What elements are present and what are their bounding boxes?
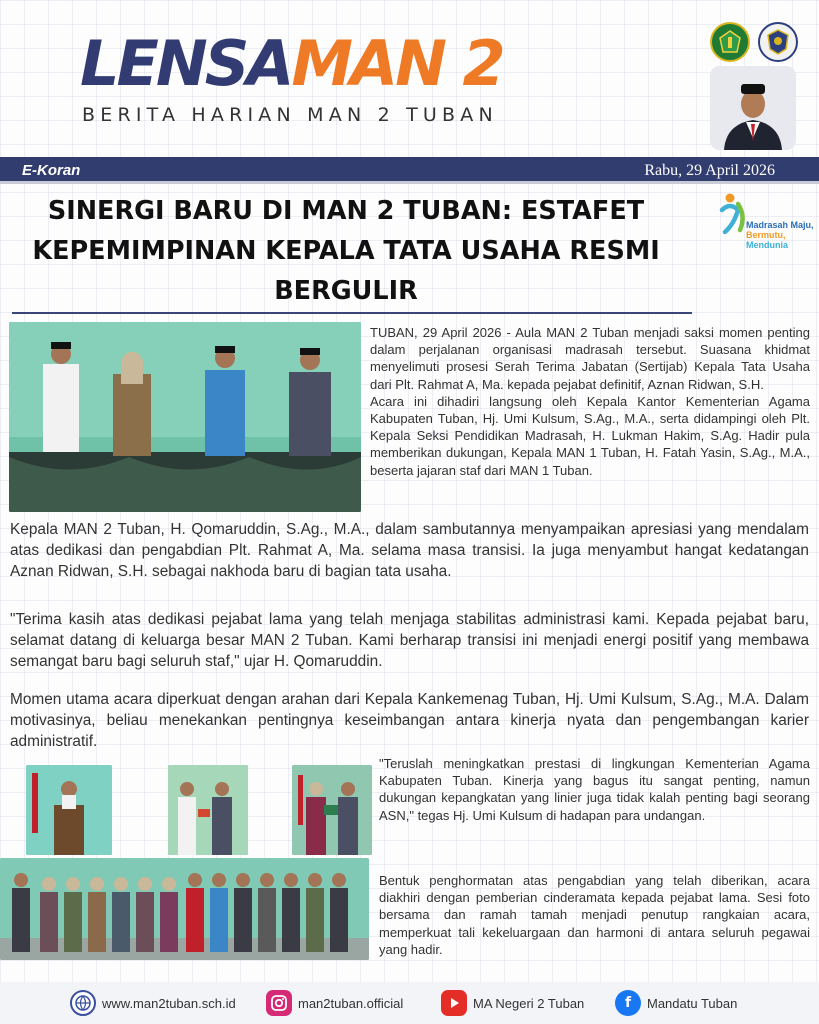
facebook-text: Mandatu Tuban [647, 995, 738, 1011]
youtube-icon [441, 990, 467, 1016]
edition-label: E-Koran [22, 162, 81, 179]
publication-date: Rabu, 29 April 2026 [644, 162, 775, 179]
kemenag-emblem-icon [710, 22, 750, 62]
main-event-photo [9, 322, 361, 512]
handover-photo [168, 765, 248, 855]
madrasah-motto: Madrasah Maju, Bermutu, Mendunia [746, 220, 814, 250]
attendees-paragraph: Acara ini dihadiri langsung oleh Kepala Kantor Kementerian Agama Kabupaten Tuban, Hj. Umi Kulsum, S.Ag., M.A., serta didampingi oleh Plt. Kepala Seksi Pendidikan Madrasah, H. Lukman Hakim, S.Ag. Hadir pula memberikan dukungan, Kepala MAN 1 Tuban, H. Fatah Yasin, S.Ag., M.A., beserta jajaran staf dari MAN 1 Tuban. [370, 393, 810, 478]
youtube-text: MA Negeri 2 Tuban [473, 995, 585, 1011]
youtube-link[interactable] [441, 990, 584, 1016]
facebook-link[interactable] [615, 990, 737, 1016]
tuban-emblem-icon [758, 22, 798, 62]
headmaster-portrait [710, 66, 796, 150]
website-link[interactable] [70, 990, 236, 1016]
headmaster-quote-paragraph: "Terima kasih atas dedikasi pejabat lama yang telah menjaga stabilitas administrasi kami. Kepada pejabat baru, selamat datang di keluarga besar MAN 2 Tuban. Kami berharap transisi ini menjadi energi positif yang membawa semangat baru bagi seluruh staf," ujar H. Qomaruddin. [10, 611, 809, 670]
website-text: www.man2tuban.sch.id [102, 995, 236, 1011]
kankemenag-quote-paragraph: "Teruslah meningkatkan prestasi di lingkungan Kementerian Agama Kabupaten Tuban. Kinerja yang bagus itu sangat penting, namun dukungan kepangkatan yang linier juga tidak kalah penting bagi seorang ASN," tegas Hj. Umi Kulsum di hadapan para undangan. [379, 756, 810, 823]
lensaman2-logo: LENSAMAN 2 [80, 27, 503, 100]
closing-paragraph: Bentuk penghormatan atas pengabdian yang telah diberikan, acara diakhiri dengan pemberian cinderamata kepada pejabat lama. Sesi foto bersama dan ramah tamah menjadi penutup rangkaian acara, memperkuat tali kekeluargaan dan harmoni di antara seluruh pegawai yang hadir. [379, 873, 810, 957]
instagram-text: man2tuban.official [298, 995, 404, 1011]
globe-icon [70, 990, 96, 1016]
group-photo [0, 858, 369, 960]
speech-photo [26, 765, 112, 855]
headline: SINERGI BARU DI MAN 2 TUBAN: ESTAFET KEPEMIMPINAN KEPALA TATA USAHA RESMI BERGULIR [32, 196, 660, 306]
headline-divider [12, 312, 692, 314]
masthead-tagline: BERITA HARIAN MAN 2 TUBAN [82, 104, 498, 126]
instagram-icon [266, 990, 292, 1016]
lead-paragraph: TUBAN, 29 April 2026 - Aula MAN 2 Tuban menjadi saksi momen penting dalam perjalanan organisasi madrasah tersebut. Suasana khidmat menyelimuti prosesi Serah Terima Jabatan (Sertijab) Kepala Tata Usaha dari Plt. Rahmat A, Ma. kepada pejabat definitif, Aznan Ridwan, S.H. [370, 325, 810, 392]
kankemenag-remarks-paragraph: Momen utama acara diperkuat dengan arahan dari Kepala Kankemenag Tuban, Hj. Umi Kulsum, S.Ag., M.A. Dalam motivasinya, beliau menekankan pentingnya keseimbangan antara kinerja nyata dan pengembangan karier administratif. [10, 691, 809, 750]
article-lead [370, 324, 810, 479]
souvenir-photo [292, 765, 372, 855]
instagram-link[interactable] [266, 990, 403, 1016]
facebook-icon: f [615, 990, 641, 1016]
headmaster-remarks-paragraph: Kepala MAN 2 Tuban, H. Qomaruddin, S.Ag., M.A., dalam sambutannya menyampaikan apresiasi yang mendalam atas dedikasi dan pengabdian Plt. Rahmat A, Ma. selama masa transisi. Ia juga menyambut hangat kedatangan Aznan Ridwan, S.H. sebagai nakhoda baru di bagian tata usaha. [10, 521, 809, 580]
